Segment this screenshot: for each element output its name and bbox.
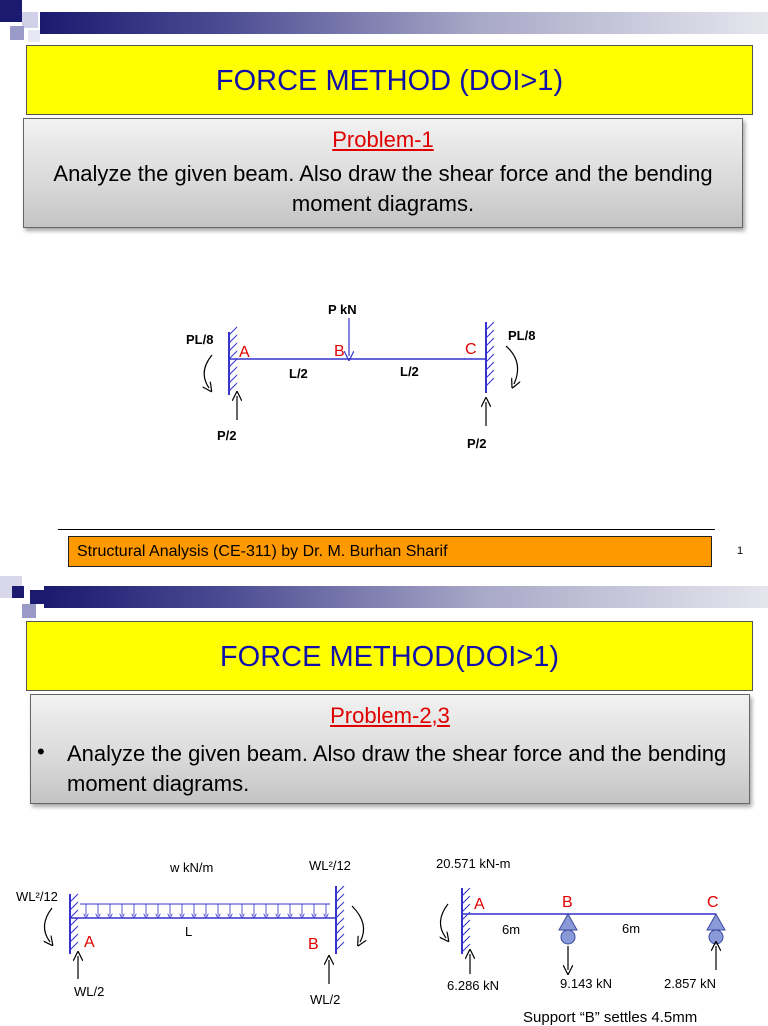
- moment-label: 20.571 kN-m: [436, 856, 511, 871]
- span-label: L: [185, 924, 193, 939]
- problem-box: [23, 118, 743, 228]
- moment-arrow-right: [352, 906, 364, 942]
- moment-label-left: PL/8: [186, 332, 214, 347]
- point-a-label: A: [474, 896, 485, 913]
- point-a-label: A: [84, 934, 95, 951]
- footer-credit: Structural Analysis (CE-311) by Dr. M. Burhan Sharif: [68, 536, 712, 567]
- fixed-support-left: [229, 327, 237, 395]
- beam-diagram-1: [0, 290, 768, 460]
- corner-square-decoration: [12, 586, 24, 598]
- header-gradient-bar: [44, 586, 768, 608]
- slide-title: FORCE METHOD (DOI>1): [26, 45, 753, 115]
- point-b-label: B: [308, 936, 319, 953]
- span-bc-label: 6m: [622, 921, 641, 936]
- problem-heading: Problem-1: [332, 127, 434, 152]
- corner-square-decoration: [22, 604, 36, 618]
- beam-diagram-2: [0, 846, 400, 1024]
- corner-square-decoration: [22, 12, 38, 28]
- page-number: 1: [737, 545, 744, 557]
- point-c-label: C: [707, 894, 719, 911]
- reaction-label-b: 9.143 kN: [560, 976, 613, 991]
- corner-square-decoration: [0, 0, 22, 22]
- span-ab-label: L/2: [289, 366, 308, 381]
- fixed-support-left: [70, 894, 78, 954]
- fixed-support-right: [336, 886, 344, 954]
- moment-label-left: WL²/12: [16, 889, 58, 904]
- problem-heading: Problem-2,3: [330, 703, 450, 728]
- moment-label-right: PL/8: [508, 328, 536, 343]
- footer-divider: [58, 529, 715, 530]
- roller-support-b: [559, 914, 577, 944]
- point-a-label: A: [239, 344, 250, 361]
- roller-support-c: [707, 914, 725, 944]
- bullet-point: •: [37, 739, 45, 764]
- udl-load: [80, 904, 330, 916]
- problem-text: Analyze the given beam. Also draw the shear force and the bending moment diagrams.: [67, 741, 727, 796]
- moment-arrow-right: [506, 346, 518, 384]
- point-c-label: C: [465, 341, 477, 358]
- reaction-label-left: WL/2: [74, 984, 105, 999]
- reaction-label-right: WL/2: [310, 992, 341, 1007]
- corner-square-decoration: [30, 590, 44, 604]
- reaction-label-c: 2.857 kN: [664, 976, 717, 991]
- span-bc-label: L/2: [400, 364, 419, 379]
- reaction-label-right: P/2: [467, 436, 487, 451]
- beam-diagram-3: [400, 846, 768, 1024]
- slide-title: FORCE METHOD(DOI>1): [26, 621, 753, 691]
- point-b-label: B: [334, 343, 345, 360]
- moment-arrow-left: [44, 908, 52, 942]
- problem-box: [30, 694, 750, 804]
- reaction-label-a: 6.286 kN: [447, 978, 500, 993]
- fixed-support-left: [462, 888, 470, 954]
- slide-2: [0, 576, 768, 1024]
- header-gradient-bar: [40, 12, 768, 34]
- fixed-support-right: [486, 322, 494, 393]
- load-label: P kN: [328, 302, 357, 317]
- span-ab-label: 6m: [502, 922, 521, 937]
- moment-arrow: [440, 904, 448, 938]
- point-b-label: B: [562, 894, 573, 911]
- reaction-label-left: P/2: [217, 428, 237, 443]
- corner-square-decoration: [10, 26, 24, 40]
- settlement-note: Support “B” settles 4.5mm: [523, 1009, 698, 1026]
- problem-text: Analyze the given beam. Also draw the shear force and the bending moment diagrams.: [53, 161, 713, 216]
- corner-square-decoration: [28, 30, 40, 42]
- moment-arrow-left: [204, 355, 212, 388]
- udl-label: w kN/m: [170, 860, 214, 875]
- moment-label-right: WL²/12: [309, 858, 351, 873]
